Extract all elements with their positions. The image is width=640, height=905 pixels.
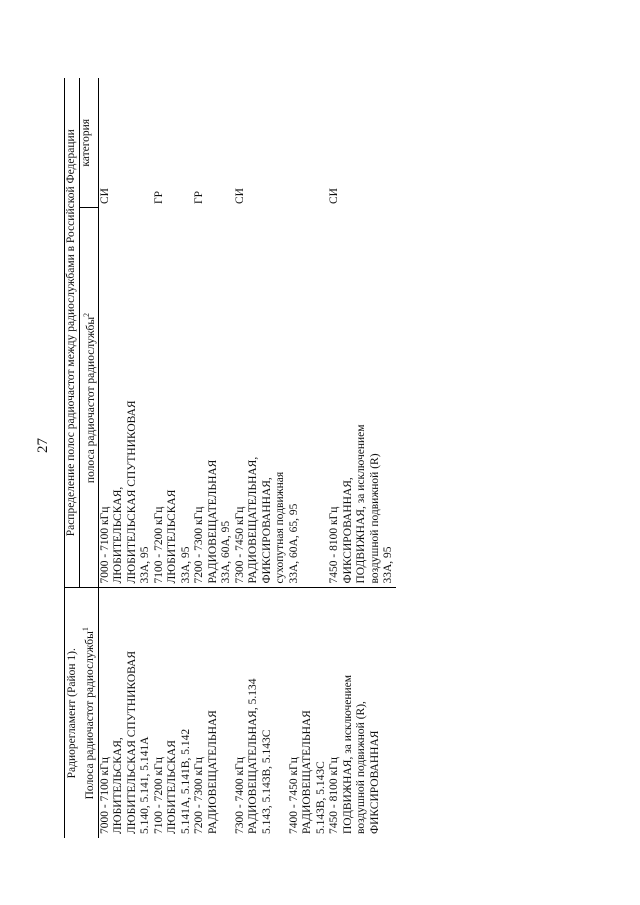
cell-line: РАДИОВЕЩАТЕЛЬНАЯ, 5.134 [247,678,260,834]
regulation-cell [234,588,288,838]
cell-line: 33А, 60А, 95 [220,520,233,584]
cell-line: РАДИОВЕЩАТЕЛЬНАЯ, [247,456,260,584]
cell-line: 5.141A, 5.141B, 5.142 [179,728,192,834]
cell-line: 5.140, 5.141, 5.141A [139,736,152,834]
category-cell: СИ [98,188,111,204]
cell-line: 5.143B, 5.143C [314,761,327,834]
rf-band-cell [193,208,234,588]
rf-band-cell [288,208,329,588]
cell-line: 33А, 95 [139,546,152,584]
cell-line: 7400 - 7450 кГц [287,757,300,834]
footnote-marker-2: 2 [81,312,91,317]
header-regulation-text: Полоса радиочастот радиослужбы [83,631,96,800]
table-row [288,78,329,838]
cell-line: 7000 - 7100 кГц [98,757,111,834]
cell-line: 7300 - 7450 кГц [233,506,246,584]
cell-line: 5.143, 5.143B, 5.143C [260,729,273,834]
cell-line: ЛЮБИТЕЛЬСКАЯ, [112,737,125,834]
cell-line: ПОДВИЖНАЯ, за исключением [355,424,368,584]
regulation-cell [328,588,396,838]
cell-line: РАДИОВЕЩАТЕЛЬНАЯ [301,710,314,834]
rf-band-cell [153,208,194,588]
cell-line: 7200 - 7300 кГц [193,757,206,834]
regulation-cell [153,588,194,838]
cell-line: ЛЮБИТЕЛЬСКАЯ [166,489,179,584]
cell-line: ЛЮБИТЕЛЬСКАЯ, [112,486,125,584]
cell-line: ФИКСИРОВАННАЯ [368,730,381,834]
category-cell: СИ [328,188,341,204]
category-cell: ГР [152,190,165,204]
cell-line: сухопутная подвижная [274,471,287,584]
allocation-table [64,78,396,838]
category-cell: СИ [233,188,246,204]
cell-line: 7300 - 7400 кГц [233,757,246,834]
category-cell: ГР [193,190,206,204]
table-row [328,78,396,838]
regulation-cell [288,588,329,838]
cell-line: 7200 - 7300 кГц [193,506,206,584]
cell-line: РАДИОВЕЩАТЕЛЬНАЯ [206,710,219,834]
page-number: 27 [35,438,51,453]
category-cell [288,78,329,208]
cell-line: ЛЮБИТЕЛЬСКАЯ [166,740,179,834]
cell-line: 7450 - 8100 кГц [328,757,341,834]
rf-band-cell [98,208,153,588]
cell-line: ФИКСИРОВАННАЯ, [341,477,354,584]
cell-line: ЛЮБИТЕЛЬСКАЯ СПУТНИКОВАЯ [125,650,138,834]
cell-line: ПОДВИЖНАЯ, за исключением [341,674,354,834]
table-row [153,78,194,838]
cell-line: 7100 - 7200 кГц [152,757,165,834]
regulation-cell [193,588,234,838]
cell-line: ФИКСИРОВАННАЯ, [260,477,273,584]
table-row [234,78,288,838]
cell-line: 7000 - 7100 кГц [98,506,111,584]
regulation-cell [98,588,153,838]
cell-line: 33А, 60А, 65, 95 [287,503,300,584]
cell-line: 7100 - 7200 кГц [152,506,165,584]
rf-band-cell [234,208,288,588]
header-category: категория [79,78,98,208]
rf-band-cell [328,208,396,588]
header-rf-band [79,208,98,588]
cell-line: 7450 - 8100 кГц [328,506,341,584]
header-regulation-line2 [79,593,97,835]
header-russia-allocation: Распределение полос радиочастот между радиослужбами в Российской Федерации [65,78,80,588]
header-regulation-line1: Радиорегламент (Район 1). [65,648,78,779]
header-rf-band-text: полоса радиочастот радиослужбы [84,316,97,484]
cell-line: РАДИОВЕЩАТЕЛЬНАЯ [206,459,219,584]
header-regulation [65,588,99,838]
cell-line: воздушной подвижной (R), [355,701,368,834]
allocation-table-container [64,78,599,838]
table-row [193,78,234,838]
table-row [98,78,153,838]
cell-line: 33А, 95 [382,546,395,584]
cell-line: воздушной подвижной (R) [368,453,381,584]
cell-line: ЛЮБИТЕЛЬСКАЯ СПУТНИКОВАЯ [125,400,138,584]
cell-line: 33А, 95 [179,546,192,584]
footnote-marker-1: 1 [81,627,90,632]
